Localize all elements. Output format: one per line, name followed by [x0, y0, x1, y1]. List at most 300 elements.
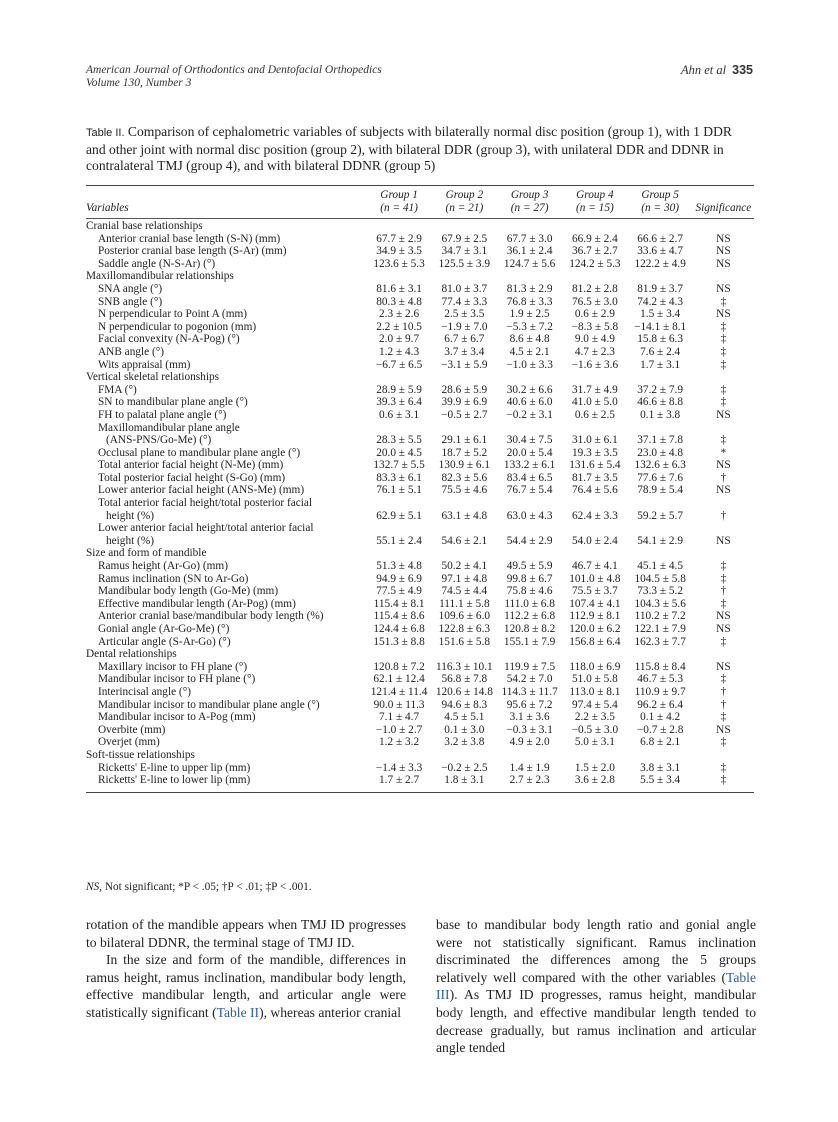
table-container	[86, 185, 754, 793]
group-4-value: 81.7 ± 3.5	[572, 471, 618, 484]
group-4-value	[562, 220, 627, 233]
group-1-value: 1.7 ± 2.7	[379, 774, 420, 787]
group-5-value: 6.8 ± 2.1	[640, 736, 681, 749]
significance-value	[693, 547, 754, 560]
significance-value: *	[720, 446, 727, 459]
group-3-value: 1.9 ± 2.5	[509, 308, 550, 321]
group-3-value: 49.5 ± 5.9	[506, 560, 553, 573]
group-4-value	[562, 547, 627, 560]
group-3-value	[497, 422, 562, 435]
group-3-value: 67.7 ± 3.0	[506, 232, 553, 245]
group-3-value: 1.4 ± 1.9	[509, 761, 550, 774]
table-footnote	[86, 881, 312, 893]
running-header-left	[86, 64, 382, 90]
group-3-value: 155.1 ± 7.9	[503, 635, 556, 648]
table-row	[86, 359, 754, 372]
group-3-value: 63.0 ± 4.3	[506, 509, 553, 522]
group-4-value: 54.0 ± 2.4	[572, 534, 618, 547]
group-2-value: 122.8 ± 6.3	[438, 623, 491, 635]
significance-value	[693, 749, 754, 762]
group-5-value: 104.5 ± 5.8	[634, 572, 686, 585]
group-2-value	[432, 371, 497, 384]
group-1-value: 62.1 ± 12.4	[373, 673, 425, 686]
significance-value: †	[720, 585, 727, 598]
table-row	[86, 535, 754, 548]
group-5-value: 78.9 ± 5.4	[637, 484, 684, 497]
journal-name: American Journal of Orthodontics and Dentofacial Orthopedics	[86, 64, 382, 76]
section-label: Size and form of mandible	[86, 547, 207, 560]
group-1-value: 76.1 ± 5.1	[376, 484, 422, 497]
group-4-value: −0.5 ± 3.0	[571, 723, 619, 736]
significance-value: ‡	[720, 396, 727, 409]
significance-value	[693, 371, 754, 384]
table-row	[86, 636, 754, 649]
group-4-value: 5.0 ± 3.1	[574, 736, 615, 749]
group-3-value	[497, 270, 562, 283]
page-number: 335	[732, 63, 753, 77]
group-1-value	[366, 220, 431, 233]
group-1-value: 1.2 ± 4.3	[379, 345, 420, 358]
group-5-value: 59.2 ± 5.7	[637, 509, 684, 522]
group-1-value: 39.3 ± 6.4	[376, 396, 422, 409]
significance-value: ‡	[720, 434, 727, 447]
group-2-value: 3.7 ± 3.4	[444, 345, 485, 358]
group-3-value: 36.1 ± 2.4	[506, 245, 553, 258]
group-3-value: 81.3 ± 2.9	[506, 282, 553, 295]
group-5-value: 115.8 ± 8.4	[634, 660, 686, 673]
group-4-value: 97.4 ± 5.4	[572, 698, 618, 711]
variable-label: Lower anterior facial height/total anterior facial	[98, 522, 314, 535]
significance-value: ‡	[720, 333, 727, 346]
significance-value: NS	[716, 660, 731, 673]
significance-value: †	[720, 698, 727, 711]
header-group-3: Group 3 (n = 27)	[510, 189, 549, 214]
group-1-value: −1.4 ± 3.3	[375, 761, 423, 774]
group-5-value	[628, 522, 693, 535]
group-2-value: −0.5 ± 2.7	[441, 408, 488, 421]
group-4-value: 118.0 ± 6.9	[569, 660, 621, 673]
group-1-value: 94.9 ± 6.9	[376, 572, 422, 585]
variable-label: Maxillary incisor to FH plane (°)	[98, 660, 248, 673]
authors: Ahn et al	[681, 63, 727, 77]
group-3-value	[497, 522, 562, 535]
group-5-value: −0.7 ± 2.8	[636, 723, 684, 736]
group-4-value: 4.7 ± 2.3	[574, 345, 615, 358]
significance-value: ‡	[720, 673, 727, 686]
table-row	[86, 560, 754, 573]
group-1-value	[366, 749, 431, 762]
table-row	[86, 434, 754, 447]
variable-label: Ramus height (Ar-Go) (mm)	[98, 560, 228, 573]
group-5-value: 37.2 ± 7.9	[637, 383, 684, 396]
group-1-value: 115.4 ± 8.6	[373, 610, 425, 623]
group-1-value: 151.3 ± 8.8	[373, 635, 425, 648]
header-significance: Significance	[695, 201, 752, 214]
group-2-value: 50.2 ± 4.1	[441, 560, 488, 573]
group-5-value: 3.8 ± 3.1	[640, 761, 681, 774]
group-4-value: 76.5 ± 3.0	[572, 295, 618, 308]
data-table	[86, 186, 754, 787]
group-4-value: 156.8 ± 6.4	[569, 635, 621, 648]
group-2-value: 116.3 ± 10.1	[436, 660, 493, 673]
table-row	[86, 333, 754, 346]
section-row	[86, 371, 754, 384]
group-5-value	[628, 371, 693, 384]
header-rule	[86, 218, 754, 219]
group-2-value: 111.1 ± 5.8	[439, 597, 490, 610]
group-1-value: 120.8 ± 7.2	[373, 660, 425, 673]
group-5-value	[628, 497, 693, 510]
significance-value	[693, 270, 754, 283]
header-group-1: Group 1 (n = 41)	[380, 189, 418, 214]
group-4-value	[562, 497, 627, 510]
group-2-value: 2.5 ± 3.5	[444, 308, 485, 321]
group-4-value: 2.2 ± 3.5	[574, 711, 615, 724]
group-1-value: 83.3 ± 6.1	[376, 471, 422, 484]
table-row	[86, 447, 754, 460]
group-5-value: 1.5 ± 3.4	[640, 308, 681, 321]
significance-value: NS	[716, 232, 731, 245]
significance-value: ‡	[720, 774, 727, 787]
group-5-value: 37.1 ± 7.8	[637, 434, 684, 447]
significance-value: NS	[716, 534, 731, 547]
variable-label: Ricketts' E-line to lower lip (mm)	[98, 774, 251, 787]
variable-label: Facial convexity (N-A-Pog) (°)	[98, 333, 240, 346]
variable-label: Ricketts' E-line to upper lip (mm)	[98, 761, 251, 774]
table-bottom-rule	[86, 792, 754, 793]
group-4-value: 120.0 ± 6.2	[569, 623, 621, 635]
group-3-value: 119.9 ± 7.5	[504, 660, 556, 673]
table-row	[86, 598, 754, 611]
group-3-value	[497, 547, 562, 560]
group-1-value: 51.3 ± 4.8	[376, 560, 422, 573]
group-3-value: 112.2 ± 6.8	[504, 610, 556, 623]
group-4-value: 62.4 ± 3.3	[572, 509, 618, 522]
header-group-2: Group 2 (n = 21)	[445, 189, 484, 214]
group-1-value: 80.3 ± 4.8	[376, 295, 422, 308]
group-2-value: 0.1 ± 3.0	[444, 723, 485, 736]
group-4-value: 112.9 ± 8.1	[569, 610, 621, 623]
significance-value	[693, 648, 754, 661]
table-row	[86, 510, 754, 523]
header-group-5: Group 5 (n = 30)	[641, 189, 680, 214]
table-row	[86, 233, 754, 246]
group-2-value: 82.3 ± 5.6	[441, 471, 488, 484]
group-4-value: 51.0 ± 5.8	[572, 673, 618, 686]
group-2-value: 130.9 ± 6.1	[438, 459, 491, 472]
table-row	[86, 283, 754, 296]
group-3-value: 133.2 ± 6.1	[503, 459, 556, 472]
variable-label: Occlusal plane to mandibular plane angle (°)	[98, 446, 301, 459]
variable-label: Ramus inclination (SN to Ar-Go)	[98, 572, 249, 585]
significance-value: †	[720, 509, 727, 522]
group-2-value: 6.7 ± 6.7	[444, 333, 485, 346]
variable-label: Effective mandibular length (Ar-Pog) (mm)	[98, 597, 296, 610]
variable-label: Overbite (mm)	[98, 723, 166, 736]
footnote-text: Not significant; *P < .05; †P < .01; ‡P < .001.	[102, 881, 312, 893]
group-2-value: 151.6 ± 5.8	[438, 635, 491, 648]
group-2-value: 1.8 ± 3.1	[444, 774, 485, 787]
group-3-value	[497, 648, 562, 661]
group-5-value: 110.2 ± 7.2	[634, 610, 686, 623]
group-5-value	[628, 547, 693, 560]
group-5-value: 1.7 ± 3.1	[640, 358, 681, 371]
variable-label: Interincisal angle (°)	[98, 685, 191, 698]
group-2-value	[432, 522, 497, 535]
significance-value: NS	[716, 308, 731, 321]
group-4-value: −8.3 ± 5.8	[571, 320, 619, 333]
table-ref-link[interactable]: Table II	[216, 1004, 260, 1020]
group-3-value: 76.8 ± 3.3	[506, 295, 553, 308]
group-5-value: 73.3 ± 5.2	[637, 585, 684, 598]
group-3-value: 75.8 ± 4.6	[506, 585, 553, 598]
group-3-value: 30.4 ± 7.5	[506, 434, 553, 447]
group-3-value: −1.0 ± 3.3	[506, 358, 553, 371]
group-2-value: −3.1 ± 5.9	[441, 358, 488, 371]
group-5-value	[628, 648, 693, 661]
variable-label: height (%)	[106, 509, 154, 522]
group-1-value: 2.0 ± 9.7	[379, 333, 420, 346]
table-row	[86, 522, 754, 535]
significance-value: †	[720, 685, 727, 698]
group-4-value: 1.5 ± 2.0	[574, 761, 615, 774]
group-2-value	[432, 648, 497, 661]
group-1-value	[366, 497, 431, 510]
table-row	[86, 774, 754, 787]
footnote-abbr: NS,	[86, 881, 103, 893]
significance-value: NS	[716, 245, 731, 258]
group-5-value: 7.6 ± 2.4	[640, 345, 681, 358]
group-1-value: 67.7 ± 2.9	[376, 232, 422, 245]
group-1-value: 28.9 ± 5.9	[376, 383, 422, 396]
group-4-value: 75.5 ± 3.7	[572, 585, 618, 598]
group-2-value: 77.4 ± 3.3	[441, 295, 488, 308]
table-row	[86, 623, 754, 636]
group-2-value: 29.1 ± 6.1	[441, 434, 488, 447]
table-row	[86, 610, 754, 623]
group-1-value: 77.5 ± 4.9	[376, 585, 422, 598]
significance-value: ‡	[720, 295, 727, 308]
table-row	[86, 296, 754, 309]
group-3-value	[497, 220, 562, 233]
group-1-value: 1.2 ± 3.2	[379, 736, 420, 749]
section-row	[86, 270, 754, 283]
group-3-value: 120.8 ± 8.2	[503, 623, 556, 635]
group-1-value: 2.3 ± 2.6	[379, 308, 420, 321]
group-3-value: 114.3 ± 11.7	[501, 685, 558, 698]
significance-value: NS	[716, 723, 731, 736]
table-row	[86, 497, 754, 510]
significance-value: ‡	[720, 560, 727, 573]
section-label: Soft-tissue relationships	[86, 748, 195, 761]
group-2-value: 34.7 ± 3.1	[441, 245, 488, 258]
variable-label: SNB angle (°)	[98, 295, 163, 308]
variable-label: N perpendicular to pogonion (mm)	[98, 320, 257, 333]
section-label: Dental relationships	[86, 648, 177, 661]
group-4-value: 9.0 ± 4.9	[574, 333, 615, 346]
table-row	[86, 661, 754, 674]
significance-value	[693, 220, 754, 233]
variable-label: Total posterior facial height (S-Go) (mm)	[98, 471, 286, 484]
group-1-value	[366, 371, 431, 384]
group-4-value: 124.2 ± 5.3	[569, 257, 621, 270]
group-4-value: 66.9 ± 2.4	[572, 232, 618, 245]
group-2-value	[432, 270, 497, 283]
group-2-value: 120.6 ± 14.8	[435, 685, 493, 698]
group-5-value	[628, 749, 693, 762]
variable-label: FH to palatal plane angle (°)	[98, 408, 227, 421]
variable-label: Articular angle (S-Ar-Go) (°)	[98, 635, 231, 648]
group-2-value: 54.6 ± 2.1	[441, 534, 488, 547]
group-5-value: 54.1 ± 2.9	[637, 534, 684, 547]
group-5-value: 122.2 ± 4.9	[634, 257, 686, 270]
significance-value: NS	[716, 610, 731, 623]
variable-label: (ANS-PNS/Go-Me) (°)	[106, 434, 212, 447]
significance-value: †	[720, 471, 727, 484]
variable-label: Gonial angle (Ar-Go-Me) (°)	[98, 623, 230, 635]
group-3-value: 4.5 ± 2.1	[509, 345, 550, 358]
variable-label: Anterior cranial base length (S-N) (mm)	[98, 232, 281, 245]
significance-value: NS	[716, 459, 731, 472]
group-1-value	[366, 270, 431, 283]
table-caption	[86, 124, 754, 175]
group-3-value: 4.9 ± 2.0	[509, 736, 550, 749]
group-1-value: 132.7 ± 5.5	[373, 459, 425, 472]
group-3-value: 3.1 ± 3.6	[509, 711, 550, 724]
group-5-value: 66.6 ± 2.7	[637, 232, 684, 245]
variable-label: Posterior cranial base length (S-Ar) (mm)	[98, 245, 287, 258]
variable-label: SN to mandibular plane angle (°)	[98, 396, 248, 409]
significance-value	[693, 497, 754, 510]
group-5-value	[628, 220, 693, 233]
group-5-value: 46.7 ± 5.3	[637, 673, 684, 686]
group-1-value: 123.6 ± 5.3	[373, 257, 425, 270]
group-2-value	[432, 422, 497, 435]
body-column-right	[436, 916, 756, 1057]
significance-value: ‡	[720, 320, 727, 333]
table-label: Table II.	[86, 127, 125, 139]
group-3-value	[497, 371, 562, 384]
significance-value: ‡	[720, 635, 727, 648]
group-1-value: 90.0 ± 11.3	[373, 698, 425, 711]
paragraph: In the size and form of the mandible, differences in ramus height, ramus inclination, mandibular body length, effective mandibular length, and articular angle were statistically significant (Table II), whereas anterior cranial	[86, 952, 406, 1020]
group-1-value: −6.7 ± 6.5	[375, 358, 423, 371]
group-2-value: 63.1 ± 4.8	[441, 509, 488, 522]
group-2-value: 75.5 ± 4.6	[441, 484, 488, 497]
group-2-value: 4.5 ± 5.1	[444, 711, 485, 724]
table-row	[86, 459, 754, 472]
group-4-value: 19.3 ± 3.5	[572, 446, 618, 459]
group-3-value	[497, 497, 562, 510]
group-5-value: 5.5 ± 3.4	[640, 774, 681, 787]
group-4-value: 131.6 ± 5.4	[569, 459, 621, 472]
variable-label: Mandibular incisor to FH plane (°)	[98, 673, 256, 686]
variable-label: Anterior cranial base/mandibular body length (%)	[98, 610, 324, 623]
group-5-value: 46.6 ± 8.8	[637, 396, 684, 409]
group-3-value: −0.3 ± 3.1	[506, 723, 553, 736]
group-3-value	[497, 749, 562, 762]
group-4-value	[562, 422, 627, 435]
group-3-value: 20.0 ± 5.4	[506, 446, 553, 459]
group-2-value	[432, 497, 497, 510]
group-1-value: 62.9 ± 5.1	[376, 509, 422, 522]
group-3-value: 30.2 ± 6.6	[506, 383, 553, 396]
group-2-value: 28.6 ± 5.9	[441, 383, 488, 396]
group-5-value: 162.3 ± 7.7	[634, 635, 686, 648]
variable-label: N perpendicular to Point A (mm)	[98, 308, 248, 321]
group-5-value	[628, 422, 693, 435]
table-row	[86, 245, 754, 258]
section-label: Cranial base relationships	[86, 220, 203, 232]
group-4-value	[562, 522, 627, 535]
group-5-value: 104.3 ± 5.6	[634, 597, 686, 610]
significance-value: ‡	[720, 736, 727, 749]
table-row	[86, 409, 754, 422]
group-2-value: 109.6 ± 6.0	[438, 610, 491, 623]
table-row	[86, 686, 754, 699]
group-5-value: 0.1 ± 3.8	[640, 408, 681, 421]
body-column-left	[86, 916, 406, 1022]
variable-label: Total anterior facial height/total posterior facial	[98, 497, 313, 510]
table-row	[86, 762, 754, 775]
significance-value	[693, 422, 754, 435]
group-1-value: −1.0 ± 2.7	[375, 723, 423, 736]
group-1-value: 115.4 ± 8.1	[373, 597, 425, 610]
group-1-value	[366, 522, 431, 535]
table-row	[86, 724, 754, 737]
group-4-value	[562, 648, 627, 661]
group-1-value: 28.3 ± 5.5	[376, 434, 422, 447]
group-3-value: −0.2 ± 3.1	[506, 408, 553, 421]
significance-value: NS	[716, 484, 731, 497]
group-4-value: 46.7 ± 4.1	[572, 560, 618, 573]
section-row	[86, 648, 754, 661]
group-2-value: 3.2 ± 3.8	[444, 736, 485, 749]
table-row	[86, 673, 754, 686]
group-5-value: 74.2 ± 4.3	[637, 295, 684, 308]
group-3-value: 8.6 ± 4.8	[509, 333, 550, 346]
running-header-right	[681, 63, 753, 78]
group-3-value: 40.6 ± 6.0	[506, 396, 553, 409]
group-2-value	[432, 547, 497, 560]
group-2-value: 74.5 ± 4.4	[441, 585, 488, 598]
table-row	[86, 396, 754, 409]
group-1-value: 81.6 ± 3.1	[376, 282, 422, 295]
variable-label: Saddle angle (N-S-Ar) (°)	[98, 257, 216, 270]
group-4-value: 3.6 ± 2.8	[574, 774, 615, 787]
table-row	[86, 736, 754, 749]
table-row	[86, 484, 754, 497]
group-4-value: 81.2 ± 2.8	[572, 282, 618, 295]
group-5-value: 33.6 ± 4.7	[637, 245, 684, 258]
group-1-value: 2.2 ± 10.5	[376, 320, 422, 333]
group-5-value: 132.6 ± 6.3	[634, 459, 686, 472]
group-2-value: −1.9 ± 7.0	[441, 320, 488, 333]
group-2-value: 97.1 ± 4.8	[441, 572, 488, 585]
table-row	[86, 321, 754, 334]
caption-text: Comparison of cephalometric variables of subjects with bilaterally normal disc position (group 1), with 1 DDR and other joint with normal disc position (group 2), with bilateral DDR (group 3), with unilateral DDR and DDNR in contralateral TMJ (group 4), and with bilateral DDNR (group 5)	[86, 124, 732, 174]
variable-label: Maxillomandibular plane angle	[98, 421, 240, 434]
table-row	[86, 573, 754, 586]
group-3-value: 54.2 ± 7.0	[506, 673, 553, 686]
group-4-value: 101.0 ± 4.8	[569, 572, 621, 585]
volume-info: Volume 130, Number 3	[86, 77, 192, 89]
group-4-value: 113.0 ± 8.1	[569, 685, 621, 698]
table-row	[86, 699, 754, 712]
group-4-value	[562, 371, 627, 384]
group-1-value: 7.1 ± 4.7	[379, 711, 420, 724]
table-ref-link[interactable]: Table III	[436, 969, 756, 1003]
